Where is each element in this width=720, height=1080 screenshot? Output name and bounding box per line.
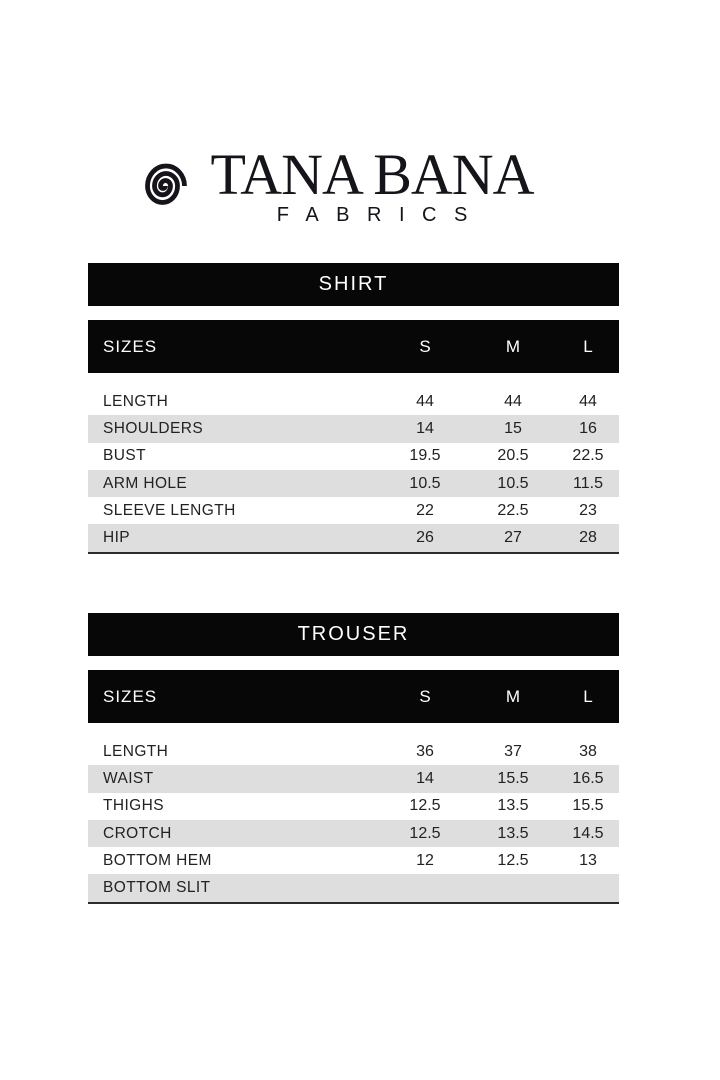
table-row [88, 793, 619, 820]
shirt-size-table [88, 263, 619, 554]
value-s: 36 [416, 742, 434, 760]
shirt-header-bar [88, 320, 619, 373]
sizes-label: SIZES [103, 686, 158, 706]
row-label: SHOULDERS [103, 419, 204, 437]
table-row [88, 765, 619, 792]
row-label: BOTTOM HEM [103, 851, 212, 869]
value-l: 38 [579, 742, 597, 760]
trouser-size-table [88, 613, 619, 904]
table-row [88, 524, 619, 551]
row-label: ARM HOLE [103, 474, 188, 492]
row-label: HIP [103, 529, 131, 547]
value-m: 10.5 [497, 474, 529, 492]
row-label: WAIST [103, 769, 154, 787]
sizes-label: SIZES [103, 336, 158, 356]
row-label: LENGTH [103, 742, 169, 760]
value-l: 23 [579, 501, 597, 519]
column-header-m: M [505, 336, 521, 356]
row-label: LENGTH [103, 392, 169, 410]
row-label: THIGHS [103, 797, 164, 815]
brand-name: TANA BANA [210, 142, 534, 207]
table-row [88, 820, 619, 847]
value-l: 44 [579, 392, 597, 410]
value-l: 14.5 [572, 824, 604, 842]
value-m: 20.5 [497, 447, 529, 465]
value-m: 37 [504, 742, 522, 760]
value-l: 15.5 [572, 797, 604, 815]
brand-text [202, 142, 542, 226]
value-m: 15.5 [497, 769, 529, 787]
row-label: CROTCH [103, 824, 172, 842]
table-row [88, 847, 619, 874]
brand-logo [138, 142, 534, 237]
shirt-title-bar [88, 263, 619, 306]
shirt-rows [88, 388, 619, 554]
table-row [88, 388, 619, 415]
value-s: 12.5 [409, 824, 441, 842]
value-l: 16.5 [572, 769, 604, 787]
row-label: BUST [103, 447, 146, 465]
value-m: 12.5 [497, 851, 529, 869]
value-s: 26 [416, 529, 434, 547]
column-header-m: M [505, 686, 521, 706]
value-m: 27 [504, 529, 522, 547]
value-m: 15 [504, 419, 522, 437]
value-l: 22.5 [572, 447, 604, 465]
trouser-rows [88, 738, 619, 904]
table-row [88, 443, 619, 470]
value-s: 12.5 [409, 797, 441, 815]
trouser-header-bar [88, 670, 619, 723]
column-header-l: L [583, 336, 593, 356]
table-row [88, 497, 619, 524]
table-row [88, 738, 619, 765]
value-m: 13.5 [497, 797, 529, 815]
value-s: 12 [416, 851, 434, 869]
table-title: TROUSER [297, 623, 410, 645]
table-row [88, 470, 619, 497]
column-header-s: S [419, 686, 431, 706]
brand-subtitle: FABRICS [276, 204, 485, 226]
row-label: BOTTOM SLIT [103, 879, 211, 897]
table-row [88, 415, 619, 442]
trouser-title-bar [88, 613, 619, 656]
column-header-l: L [583, 686, 593, 706]
value-l: 11.5 [573, 474, 603, 492]
value-s: 14 [416, 769, 434, 787]
value-m: 44 [504, 392, 522, 410]
row-label: SLEEVE LENGTH [103, 501, 236, 519]
value-l: 13 [579, 851, 597, 869]
spiral-icon [138, 157, 196, 217]
value-l: 28 [579, 529, 597, 547]
value-m: 22.5 [497, 501, 529, 519]
value-s: 19.5 [409, 447, 441, 465]
value-l: 16 [579, 419, 597, 437]
value-s: 10.5 [409, 474, 441, 492]
table-title: SHIRT [318, 273, 389, 295]
value-m: 13.5 [497, 824, 529, 842]
value-s: 44 [416, 392, 434, 410]
table-row [88, 874, 619, 901]
column-header-s: S [419, 336, 431, 356]
value-s: 14 [416, 419, 434, 437]
value-s: 22 [416, 501, 434, 519]
